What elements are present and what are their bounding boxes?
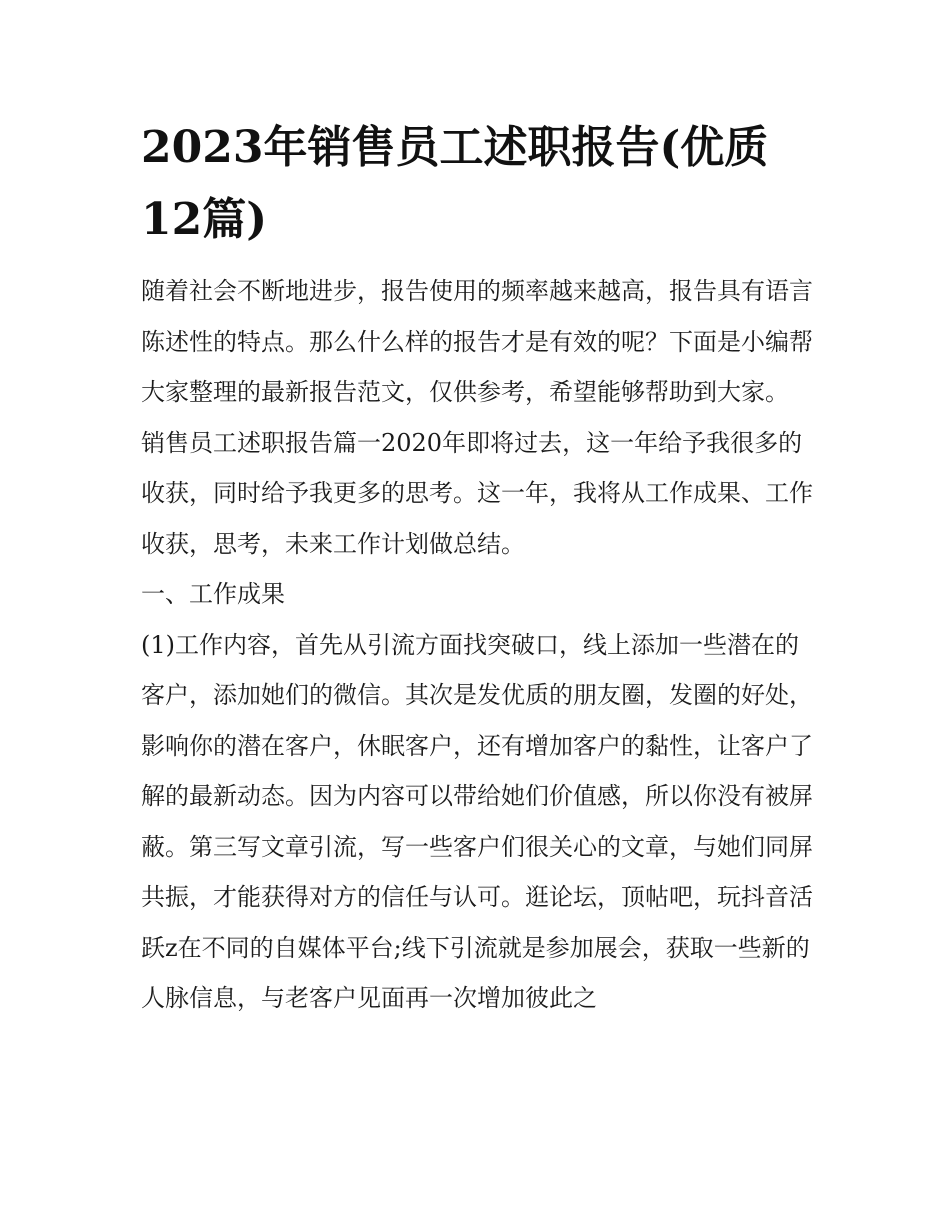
paragraph-section-one-opening: 销售员工述职报告篇一2020年即将过去，这一年给予我很多的收获，同时给予我更多的思考。这一年，我将从工作成果、工作收获，思考，未来工作计划做总结。 — [141, 428, 813, 558]
heading-work-results: 一、工作成果 — [141, 580, 285, 608]
paragraph-work-content: (1)工作内容，首先从引流方面找突破口，线上添加一些潜在的客户，添加她们的微信。其次是发优质的朋友圈，发圈的好处，影响你的潜在客户，休眠客户，还有增加客户的黏性，让客户了解的最新动态。因为内容可以带给她们价值感，所以你没有被屏蔽。第三写文章引流，写一些客户们很关心的文章，与她们同屏共振，才能获得对方的信任与认可。逛论坛，顶帖吧，玩抖音活跃z在不同的自媒体平台;线下引流就是参加展会，获取一些新的人脉信息，与老客户见面再一次增加彼此之 — [141, 630, 813, 1012]
document-body — [141, 266, 813, 1024]
document-title: 2023年销售员工述职报告(优质12篇) — [141, 122, 769, 245]
paragraph-intro: 随着社会不断地进步，报告使用的频率越来越高，报告具有语言陈述性的特点。那么什么样的报告才是有效的呢？下面是小编帮大家整理的最新报告范文，仅供参考，希望能够帮助到大家。 — [141, 277, 813, 406]
document-content — [141, 112, 813, 1024]
